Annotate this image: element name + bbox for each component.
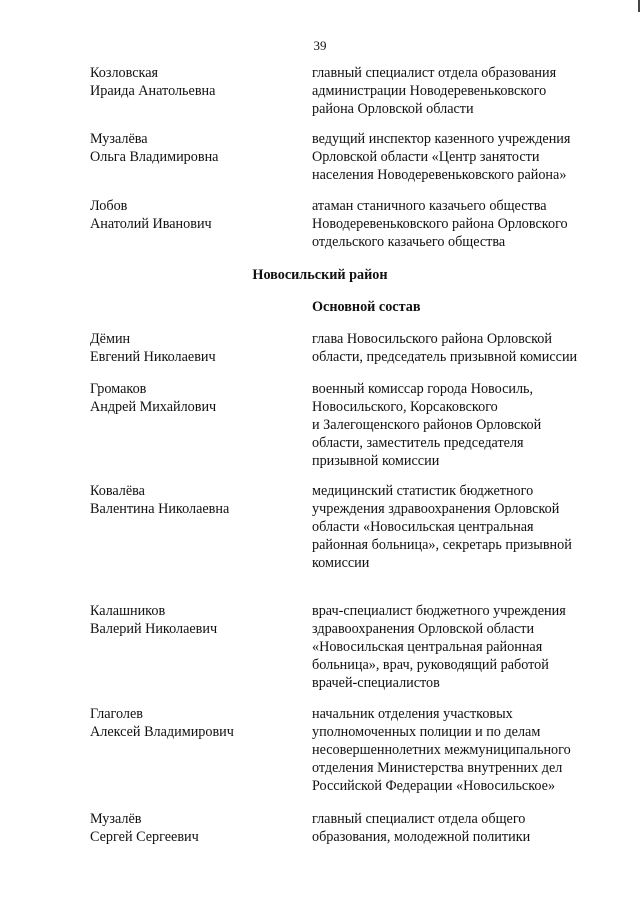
role-line: учреждения здравоохранения Орловской [312, 501, 560, 517]
member-surname: Козловская [90, 65, 159, 81]
role-line: больница», врач, руководящий работой [312, 657, 549, 673]
role-line: отделения Министерства внутренних дел [312, 760, 563, 776]
role-line: комиссии [312, 555, 370, 571]
member-given-names: Евгений Николаевич [90, 349, 216, 365]
role-line: врач-специалист бюджетного учреждения [312, 603, 566, 619]
member-surname: Музалёва [90, 131, 148, 147]
member-role [312, 810, 612, 846]
member-role [312, 380, 612, 470]
member-surname: Калашников [90, 603, 166, 619]
member-name [90, 705, 290, 741]
role-line: образования, молодежной политики [312, 829, 531, 845]
role-line: глава Новосильского района Орловской [312, 331, 552, 347]
page-number: 39 [313, 38, 327, 53]
role-line: отдельского казачьего общества [312, 234, 506, 250]
member-role [312, 197, 612, 251]
member-given-names: Анатолий Иванович [90, 216, 212, 232]
role-line: несовершеннолетних межмуниципального [312, 742, 571, 758]
member-given-names: Валерий Николаевич [90, 621, 218, 637]
member-given-names: Ольга Владимировна [90, 149, 219, 165]
member-role [312, 602, 612, 692]
member-role [312, 482, 612, 572]
member-name [90, 197, 290, 233]
role-line: медицинский статистик бюджетного [312, 483, 534, 499]
role-line: района Орловской области [312, 101, 474, 117]
role-line: области, председатель призывной комиссии [312, 349, 578, 365]
role-line: Орловской области «Центр занятости [312, 149, 540, 165]
role-line: области «Новосильская центральная [312, 519, 534, 535]
member-role [312, 130, 612, 184]
role-line: населения Новодеревеньковского района» [312, 167, 567, 183]
member-surname: Громаков [90, 381, 147, 397]
member-surname: Дёмин [90, 331, 131, 347]
role-line: Новосильского, Корсаковского [312, 399, 498, 415]
role-line: области, заместитель председателя [312, 435, 524, 451]
member-name [90, 330, 290, 366]
role-line: начальник отделения участковых [312, 706, 513, 722]
member-surname: Ковалёва [90, 483, 145, 499]
role-line: Новодеревеньковского района Орловского [312, 216, 568, 232]
member-given-names: Валентина Николаевна [90, 501, 230, 517]
role-line: администрации Новодеревеньковского [312, 83, 547, 99]
member-name [90, 810, 290, 846]
section-title: Новосильский район [252, 267, 388, 283]
member-given-names: Андрей Михайлович [90, 399, 217, 415]
role-line: районная больница», секретарь призывной [312, 537, 572, 553]
member-role [312, 330, 612, 366]
role-line: ведущий инспектор казенного учреждения [312, 131, 571, 147]
member-given-names: Сергей Сергеевич [90, 829, 199, 845]
member-name [90, 380, 290, 416]
subsection-title: Основной состав [312, 299, 421, 315]
role-line: атаман станичного казачьего общества [312, 198, 547, 214]
member-given-names: Алексей Владимирович [90, 724, 234, 740]
member-role [312, 64, 612, 118]
role-line: военный комиссар города Новосиль, [312, 381, 534, 397]
member-name [90, 64, 290, 100]
role-line: «Новосильская центральная районная [312, 639, 543, 655]
role-line: уполномоченных полиции и по делам [312, 724, 541, 740]
role-line: и Залегощенского районов Орловской [312, 417, 542, 433]
role-line: здравоохранения Орловской области [312, 621, 535, 637]
role-line: главный специалист отдела образования [312, 65, 557, 81]
role-line: врачей-специалистов [312, 675, 440, 691]
member-surname: Лобов [90, 198, 128, 214]
role-line: призывной комиссии [312, 453, 440, 469]
role-line: Российской Федерации «Новосильское» [312, 778, 556, 794]
member-name [90, 602, 290, 638]
member-role [312, 705, 612, 795]
member-name [90, 130, 290, 166]
member-surname: Музалёв [90, 811, 142, 827]
role-line: главный специалист отдела общего [312, 811, 526, 827]
member-surname: Глаголев [90, 706, 143, 722]
member-given-names: Ираида Анатольевна [90, 83, 216, 99]
member-name [90, 482, 290, 518]
